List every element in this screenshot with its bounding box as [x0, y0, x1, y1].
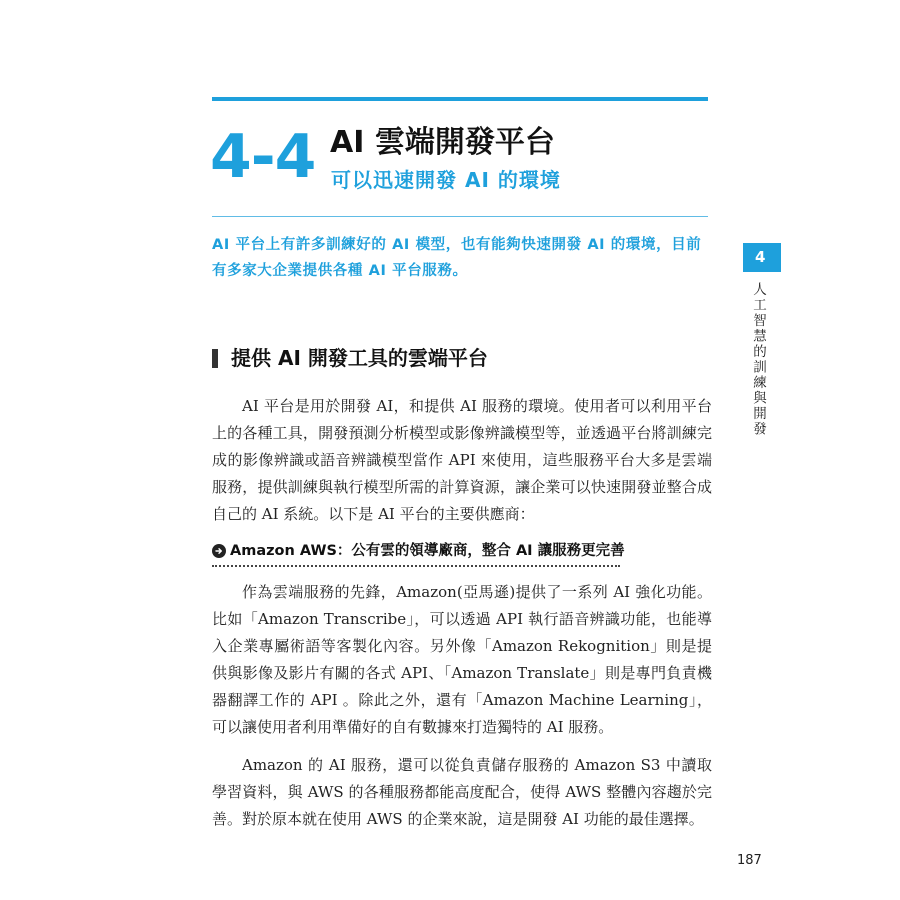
section-title: AI 雲端開發平台: [330, 125, 555, 160]
body-paragraph: AI 平台是用於開發 AI，和提供 AI 服務的環境。使用者可以利用平台上的各種工具，開發預測分析模型或影像辨識模型等，並透過平台將訓練完成的影像辨識或語音辨識模型當作 API 來使用，這些服務平台大多是雲端服務，提供訓練與執行模型所需的計算資源，讓企業可以快速開發並整合成自己的 AI 系統。以下是 AI 平台的主要供應商：: [212, 397, 712, 523]
page-number: 187: [737, 853, 762, 868]
intro-text: AI 平台上有許多訓練好的 AI 模型，也有能夠快速開發 AI 的環境，目前有多家大企業提供各種 AI 平台服務。: [212, 237, 702, 279]
body-paragraph: Amazon 的 AI 服務，還可以從負責儲存服務的 Amazon S3 中讀取學習資料，與 AWS 的各種服務都能高度配合，使得 AWS 整體內容趨於完善。對於原本就在使用 AWS 的企業來說，這是開發 AI 功能的最佳選擇。: [212, 756, 712, 828]
arrow-circle-icon: [212, 544, 226, 558]
body-paragraph: 作為雲端服務的先鋒，Amazon(亞馬遜)提供了一系列 AI 強化功能。比如「Amazon Transcribe」，可以透過 API 執行語音辨識功能，也能導入企業專屬術語等客製化內容。另外像「Amazon Rekognition」則是提供與影像及影片有關的各式 API、「Amazon Translate」則是專門負責機器翻譯工作的 API 。除此之外，還有「Amazon Machine Learning」，可以讓使用者利用準備好的自有數據來打造獨特的 AI 服務。: [212, 583, 712, 736]
chapter-title-vertical: 人工智慧的訓練與開發: [750, 282, 766, 437]
title-divider: [212, 216, 708, 217]
subheading: [212, 539, 625, 567]
section-number: 4-4: [210, 122, 316, 192]
top-accent-rule: [212, 97, 708, 101]
section-heading: 提供 AI 開發工具的雲端平台: [231, 346, 488, 370]
section-subtitle: 可以迅速開發 AI 的環境: [331, 168, 561, 192]
chapter-number: 4: [755, 248, 766, 266]
chapter-tab: [743, 243, 781, 272]
subheading-text: Amazon AWS：公有雲的領導廠商，整合 AI 讓服務更完善: [230, 543, 625, 559]
heading-marker: [212, 349, 218, 368]
